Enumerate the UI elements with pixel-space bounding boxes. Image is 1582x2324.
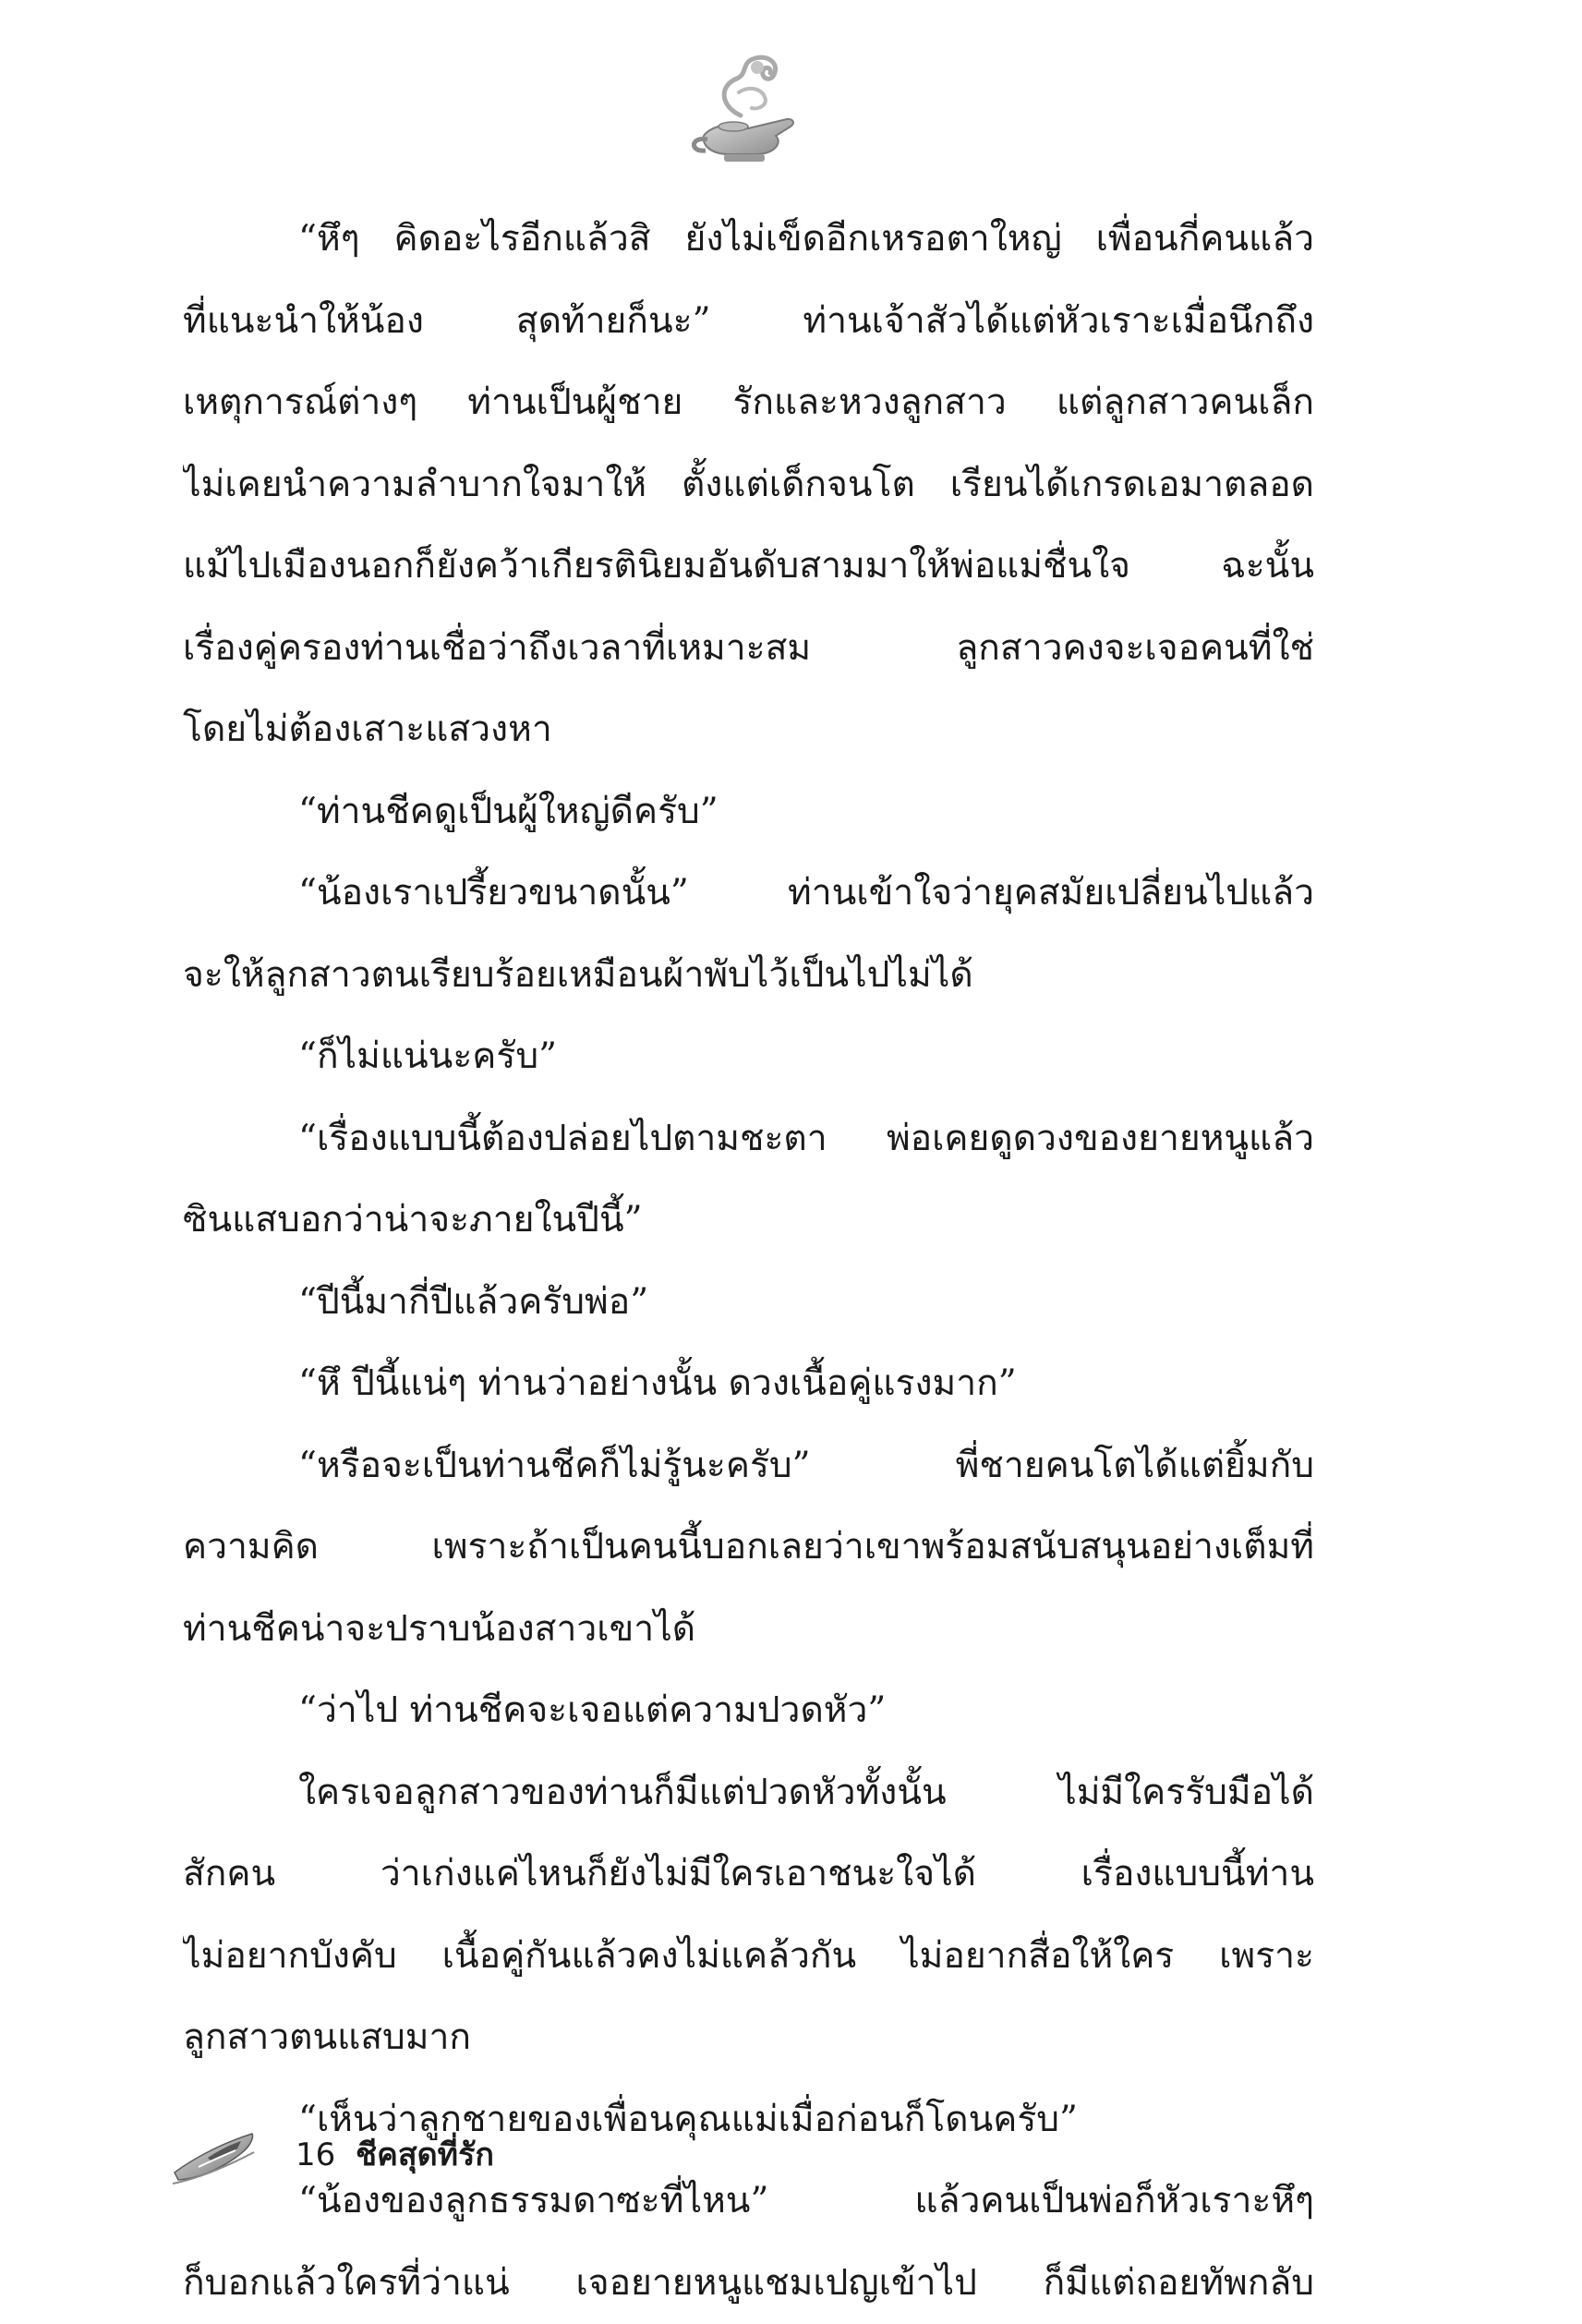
text-line: “หึๆ คิดอะไรอีกแล้วสิ ยังไม่เข็ดอีกเหรอตาใหญ่ เพื่อนกี่คนแล้ว [183,199,1314,281]
text-line: “หึ ปีนี้แน่ๆ ท่านว่าอย่างนั้น ดวงเนื้อคู่แรงมาก” [183,1343,1314,1425]
text-line: ก็บอกแล้วใครที่ว่าแน่ เจอยายหนูแชมเปญเข้าไป ก็มีแต่ถอยทัพกลับ [183,2243,1314,2324]
text-line: ใครเจอลูกสาวของท่านก็มีแต่ปวดหัวทั้งนั้น ไม่มีใครรับมือได้ [183,1752,1314,1834]
text-line: ลูกสาวตนแสบมาก [183,1997,1314,2079]
text-line: “น้องของลูกธรรมดาซะที่ไหน” แล้วคนเป็นพ่อก็หัวเราะหึๆ [183,2161,1314,2243]
body-text [183,199,1314,2324]
text-line: เหตุการณ์ต่างๆ ท่านเป็นผู้ชาย รักและหวงลูกสาว แต่ลูกสาวคนเล็ก [183,362,1314,444]
text-line: ที่แนะนำให้น้อง สุดท้ายก็นะ” ท่านเจ้าสัวได้แต่หัวเราะเมื่อนึกถึง [183,281,1314,363]
book-title: ชีคสุดที่รัก [356,2136,494,2173]
text-line: “ปีนี้มากี่ปีแล้วครับพ่อ” [183,1262,1314,1344]
text-line: “หรือจะเป็นท่านชีคก็ไม่รู้นะครับ” พี่ชายคนโตได้แต่ยิ้มกับ [183,1425,1314,1507]
text-line: “เห็นว่าลูกชายของเพื่อนคุณแม่เมื่อก่อนก็โดนครับ” [183,2079,1314,2161]
text-line: ไม่เคยนำความลำบากใจมาให้ ตั้งแต่เด็กจนโต เรียนได้เกรดเอมาตลอด [183,444,1314,527]
text-line: “ก็ไม่แน่นะครับ” [183,1016,1314,1098]
text-line: โดยไม่ต้องเสาะแสวงหา [183,689,1314,771]
text-line: “น้องเราเปรี้ยวขนาดนั้น” ท่านเข้าใจว่ายุคสมัยเปลี่ยนไปแล้ว [183,853,1314,935]
text-line: “ท่านชีคดูเป็นผู้ใหญ่ดีครับ” [183,771,1314,853]
page-footer [171,2120,817,2194]
text-line: “เรื่องแบบนี้ต้องปล่อยไปตามชะตา พ่อเคยดูดวงของยายหนูแล้ว [183,1098,1314,1180]
text-line: ซินแสบอกว่าน่าจะภายในปีนี้” [183,1180,1314,1262]
text-line: ความคิด เพราะถ้าเป็นคนนี้บอกเลยว่าเขาพร้อมสนับสนุนอย่างเต็มที่ [183,1507,1314,1589]
text-line: เรื่องคู่ครองท่านเชื่อว่าถึงเวลาที่เหมาะสม ลูกสาวคงจะเจอคนที่ใช่ [183,608,1314,690]
text-line: จะให้ลูกสาวตนเรียบร้อยเหมือนผ้าพับไว้เป็นไปไม่ได้ [183,935,1314,1017]
yacht-icon [171,2124,259,2189]
genie-lamp-icon [683,51,813,171]
text-line: แม้ไปเมืองนอกก็ยังคว้าเกียรตินิยมอันดับสามมาให้พ่อแม่ชื่นใจ ฉะนั้น [183,526,1314,608]
page-number: 16 [296,2136,335,2173]
text-line: “ว่าไป ท่านชีคจะเจอแต่ความปวดหัว” [183,1670,1314,1752]
text-line: ไม่อยากบังคับ เนื้อคู่กันแล้วคงไม่แคล้วกัน ไม่อยากสื่อให้ใคร เพราะ [183,1916,1314,1998]
text-line: ท่านชีคน่าจะปราบน้องสาวเขาได้ [183,1589,1314,1671]
text-line: สักคน ว่าเก่งแค่ไหนก็ยังไม่มีใครเอาชนะใจได้ เรื่องแบบนี้ท่าน [183,1834,1314,1916]
